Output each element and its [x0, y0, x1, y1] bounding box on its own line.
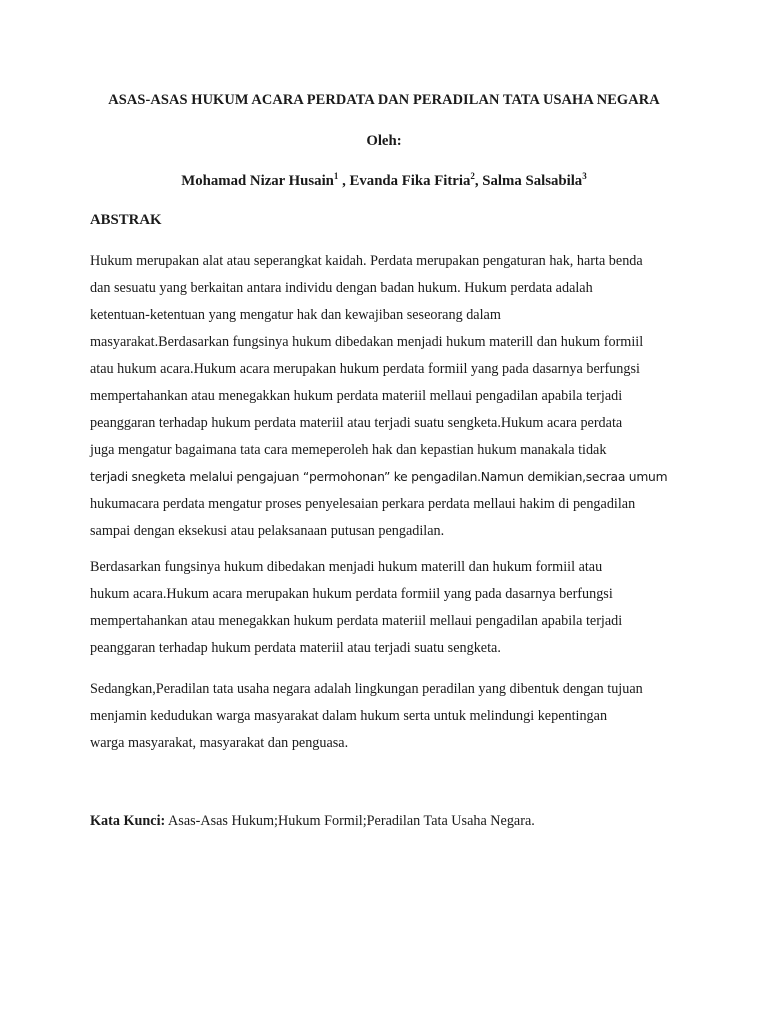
paragraph-line: peanggaran terhadap hukum perdata materiil atau terjadi suatu sengketa.	[90, 640, 501, 656]
paragraph-line: atau hukum acara.Hukum acara merupakan hukum perdata formiil yang pada dasarnya berfungsi	[90, 361, 640, 377]
author-separator: ,	[474, 173, 483, 189]
paragraph-line: menjamin kedudukan warga masyarakat dalam hukum serta untuk melindungi kepentingan	[90, 708, 608, 724]
abstract-paragraph	[90, 248, 690, 545]
author-name: Salma Salsabila	[482, 173, 583, 189]
paragraph-line: mempertahankan atau menegakkan hukum perdata materiil mellaui pengadilan apabila terjadi	[90, 388, 623, 404]
keywords	[90, 808, 535, 835]
paragraph-line: mempertahankan atau menegakkan hukum perdata materiil mellaui pengadilan apabila terjadi	[90, 613, 623, 629]
paragraph-line: terjadi snegketa melalui pengajuan “permohonan” ke pengadilan.Namun demikian,secraa umum	[90, 470, 668, 484]
paragraph-line: peanggaran terhadap hukum perdata materiil atau terjadi suatu sengketa.Hukum acara perdata	[90, 415, 623, 431]
abstract-paragraph	[90, 676, 690, 757]
affiliation-mark: 1	[333, 171, 339, 182]
paragraph-line: juga mengatur bagaimana tata cara memeperoleh hak dan kepastian hukum manakala tidak	[90, 442, 607, 458]
abstract-paragraph	[90, 554, 690, 662]
paragraph-line: warga masyarakat, masyarakat dan penguasa.	[90, 735, 349, 751]
author-name: Evanda Fika Fitria	[349, 173, 471, 189]
abstract-heading: ABSTRAK	[90, 212, 162, 228]
paragraph-line: ketentuan-ketentuan yang mengatur hak dan kewajiban seseorang dalam	[90, 307, 501, 323]
paragraph-line: Hukum merupakan alat atau seperangkat kaidah. Perdata merupakan pengaturan hak, harta benda	[90, 253, 643, 269]
paragraph-line: Sedangkan,Peradilan tata usaha negara adalah lingkungan peradilan yang dibentuk dengan tujuan	[90, 681, 643, 697]
keywords-text: Asas-Asas Hukum;Hukum Formil;Peradilan Tata Usaha Negara.	[168, 813, 535, 829]
paragraph-line: hukumacara perdata mengatur proses penyelesaian perkara perdata mellaui hakim di pengadilan	[90, 496, 636, 512]
paragraph-line: Berdasarkan fungsinya hukum dibedakan menjadi hukum materill dan hukum formiil atau	[90, 559, 603, 575]
author-name: Mohamad Nizar Husain	[181, 173, 334, 189]
author-separator: ,	[338, 173, 350, 189]
affiliation-mark: 3	[582, 171, 587, 182]
author-list	[0, 173, 768, 190]
keywords-label: Kata Kunci:	[90, 813, 166, 829]
paragraph-line: masyarakat.Berdasarkan fungsinya hukum dibedakan menjadi hukum materill dan hukum formiil	[90, 334, 644, 350]
paragraph-line: dan sesuatu yang berkaitan antara individu dengan badan hukum. Hukum perdata adalah	[90, 280, 593, 296]
paragraph-line: sampai dengan eksekusi atau pelaksanaan putusan pengadilan.	[90, 523, 445, 539]
affiliation-mark: 2	[470, 171, 475, 182]
paragraph-line: hukum acara.Hukum acara merupakan hukum perdata formiil yang pada dasarnya berfungsi	[90, 586, 613, 602]
by-line: Oleh:	[366, 133, 402, 149]
document-title: ASAS-ASAS HUKUM ACARA PERDATA DAN PERADILAN TATA USAHA NEGARA	[108, 92, 660, 108]
